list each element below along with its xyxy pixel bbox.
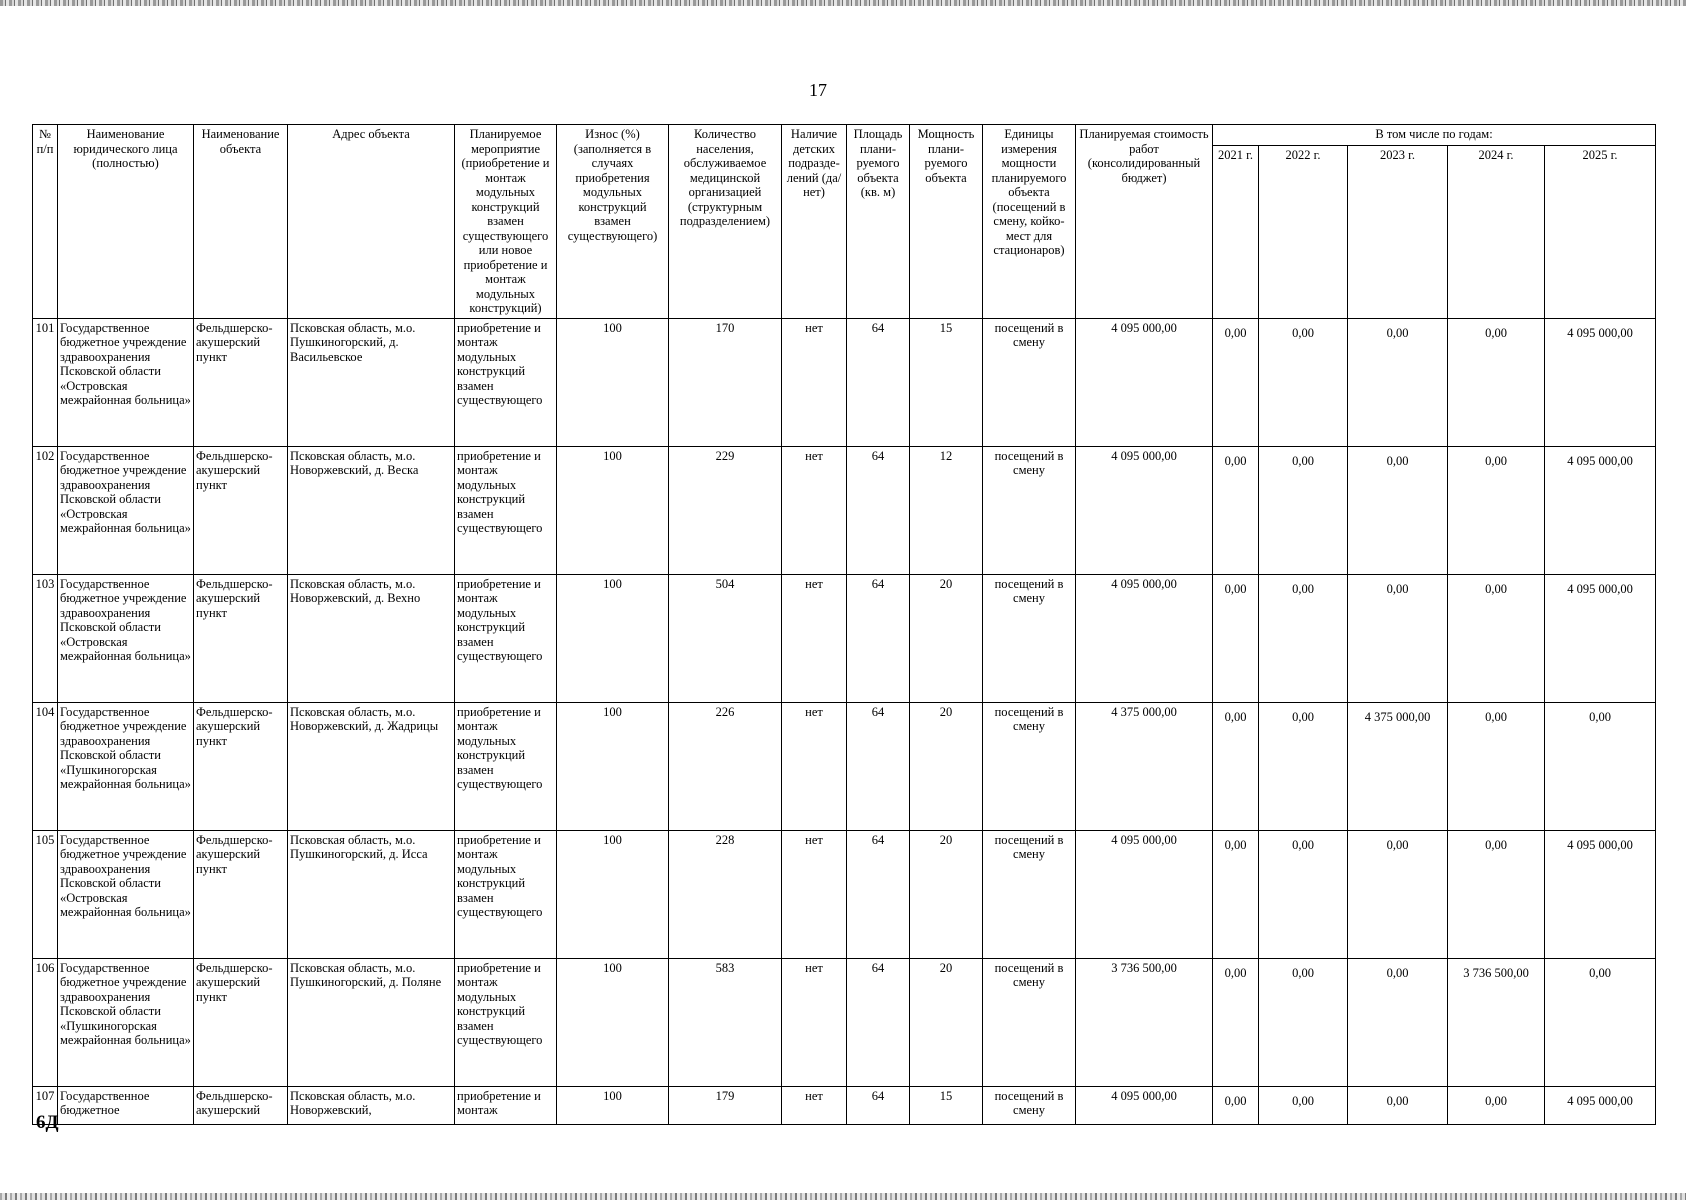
cell-year-2021: 0,00 xyxy=(1213,318,1259,446)
scan-edge-bottom xyxy=(0,1193,1686,1200)
header-capacity: Мощность плани-руемого объекта xyxy=(910,125,983,319)
cell-address: Псковская область, м.о. Пушкиногорский, д. Васильевское xyxy=(288,318,455,446)
cell-num: 101 xyxy=(33,318,58,446)
header-children: Наличие детских подразде-лений (да/нет) xyxy=(782,125,847,319)
cell-year-2023: 0,00 xyxy=(1348,574,1448,702)
cell-activity: приобретение и монтаж модульных конструкций взамен существующего xyxy=(455,702,557,830)
cell-year-2025: 4 095 000,00 xyxy=(1545,446,1656,574)
cell-year-2024: 0,00 xyxy=(1448,574,1545,702)
header-years-group: В том числе по годам: xyxy=(1213,125,1656,146)
cell-address: Псковская область, м.о. Пушкиногорский, д. Поляне xyxy=(288,958,455,1086)
cell-units: посещений в смену xyxy=(983,958,1076,1086)
cell-children: нет xyxy=(782,702,847,830)
cell-area: 64 xyxy=(847,446,910,574)
cell-capacity: 15 xyxy=(910,318,983,446)
cell-units: посещений в смену xyxy=(983,1086,1076,1124)
cell-year-2022: 0,00 xyxy=(1259,574,1348,702)
cell-year-2021: 0,00 xyxy=(1213,702,1259,830)
header-year-2021: 2021 г. xyxy=(1213,145,1259,318)
cell-wear: 100 xyxy=(557,830,669,958)
cell-wear: 100 xyxy=(557,1086,669,1124)
cell-year-2022: 0,00 xyxy=(1259,830,1348,958)
cell-num: 105 xyxy=(33,830,58,958)
cell-legal-name: Государственное бюджетное учреждение здравоохранения Псковской области «Островская межрайонная больница» xyxy=(58,446,194,574)
cell-object-name: Фельдшерско-акушерский пункт xyxy=(194,958,288,1086)
cell-object-name: Фельдшерско-акушерский пункт xyxy=(194,702,288,830)
footer-mark: 6Д xyxy=(36,1112,59,1133)
cell-year-2023: 0,00 xyxy=(1348,1086,1448,1124)
cell-year-2021: 0,00 xyxy=(1213,1086,1259,1124)
header-address: Адрес объекта xyxy=(288,125,455,319)
cell-wear: 100 xyxy=(557,574,669,702)
cell-year-2023: 0,00 xyxy=(1348,446,1448,574)
cell-year-2021: 0,00 xyxy=(1213,446,1259,574)
cell-legal-name: Государственное бюджетное xyxy=(58,1086,194,1124)
cell-population: 226 xyxy=(669,702,782,830)
header-year-2023: 2023 г. xyxy=(1348,145,1448,318)
header-population: Количество населения, обслуживаемое медицинской организацией (структурным подразделением) xyxy=(669,125,782,319)
cell-num: 102 xyxy=(33,446,58,574)
header-object-name: Наименование объекта xyxy=(194,125,288,319)
cell-year-2025: 4 095 000,00 xyxy=(1545,830,1656,958)
cell-year-2025: 4 095 000,00 xyxy=(1545,574,1656,702)
cell-year-2025: 4 095 000,00 xyxy=(1545,1086,1656,1124)
cell-year-2021: 0,00 xyxy=(1213,958,1259,1086)
header-year-2022: 2022 г. xyxy=(1259,145,1348,318)
cell-year-2024: 0,00 xyxy=(1448,702,1545,830)
table-row xyxy=(33,318,1656,446)
cell-year-2023: 0,00 xyxy=(1348,318,1448,446)
header-activity: Планируемое мероприятие (приобретение и монтаж модульных конструкций взамен существующего или новое приобретение и монтаж модульных конструкций) xyxy=(455,125,557,319)
cell-year-2022: 0,00 xyxy=(1259,1086,1348,1124)
cell-population: 583 xyxy=(669,958,782,1086)
cell-legal-name: Государственное бюджетное учреждение здравоохранения Псковской области «Пушкиногорская межрайонная больница» xyxy=(58,958,194,1086)
cell-activity: приобретение и монтаж модульных конструкций взамен существующего xyxy=(455,958,557,1086)
table-row xyxy=(33,830,1656,958)
cell-area: 64 xyxy=(847,318,910,446)
header-cost: Планируемая стоимость работ (консолидированный бюджет) xyxy=(1076,125,1213,319)
cell-children: нет xyxy=(782,830,847,958)
table-row xyxy=(33,958,1656,1086)
cell-capacity: 12 xyxy=(910,446,983,574)
header-units: Единицы измерения мощности планируемого объекта (посещений в смену, койко-мест для стационаров) xyxy=(983,125,1076,319)
cell-year-2024: 0,00 xyxy=(1448,318,1545,446)
cell-year-2021: 0,00 xyxy=(1213,574,1259,702)
cell-year-2024: 0,00 xyxy=(1448,830,1545,958)
cell-activity: приобретение и монтаж модульных конструкций взамен существующего xyxy=(455,446,557,574)
table-row xyxy=(33,574,1656,702)
cell-cost: 4 095 000,00 xyxy=(1076,318,1213,446)
cell-population: 228 xyxy=(669,830,782,958)
cell-year-2025: 4 095 000,00 xyxy=(1545,318,1656,446)
cell-children: нет xyxy=(782,318,847,446)
cell-year-2025: 0,00 xyxy=(1545,958,1656,1086)
cell-capacity: 20 xyxy=(910,574,983,702)
page-number: 17 xyxy=(809,80,827,100)
cell-object-name: Фельдшерско-акушерский пункт xyxy=(194,446,288,574)
cell-num: 103 xyxy=(33,574,58,702)
cell-population: 179 xyxy=(669,1086,782,1124)
cell-activity: приобретение и монтаж модульных конструкций взамен существующего xyxy=(455,318,557,446)
cell-units: посещений в смену xyxy=(983,830,1076,958)
funding-table xyxy=(32,124,1656,1125)
cell-capacity: 20 xyxy=(910,958,983,1086)
cell-year-2023: 0,00 xyxy=(1348,958,1448,1086)
cell-children: нет xyxy=(782,958,847,1086)
cell-year-2024: 0,00 xyxy=(1448,446,1545,574)
cell-cost: 4 095 000,00 xyxy=(1076,574,1213,702)
cell-year-2023: 0,00 xyxy=(1348,830,1448,958)
cell-object-name: Фельдшерско-акушерский пункт xyxy=(194,574,288,702)
cell-area: 64 xyxy=(847,574,910,702)
cell-year-2025: 0,00 xyxy=(1545,702,1656,830)
cell-year-2023: 4 375 000,00 xyxy=(1348,702,1448,830)
cell-cost: 3 736 500,00 xyxy=(1076,958,1213,1086)
cell-object-name: Фельдшерско-акушерский пункт xyxy=(194,830,288,958)
cell-legal-name: Государственное бюджетное учреждение здравоохранения Псковской области «Островская межрайонная больница» xyxy=(58,318,194,446)
cell-num: 104 xyxy=(33,702,58,830)
cell-children: нет xyxy=(782,574,847,702)
cell-capacity: 20 xyxy=(910,830,983,958)
table-row xyxy=(33,446,1656,574)
cell-year-2022: 0,00 xyxy=(1259,446,1348,574)
cell-cost: 4 095 000,00 xyxy=(1076,830,1213,958)
scan-edge-top xyxy=(0,0,1686,6)
cell-year-2024: 3 736 500,00 xyxy=(1448,958,1545,1086)
header-legal-name: Наименование юридического лица (полностью) xyxy=(58,125,194,319)
cell-legal-name: Государственное бюджетное учреждение здравоохранения Псковской области «Островская межрайонная больница» xyxy=(58,830,194,958)
cell-activity: приобретение и монтаж xyxy=(455,1086,557,1124)
cell-area: 64 xyxy=(847,702,910,830)
cell-year-2021: 0,00 xyxy=(1213,830,1259,958)
cell-num: 107 xyxy=(33,1086,58,1124)
cell-year-2024: 0,00 xyxy=(1448,1086,1545,1124)
cell-population: 229 xyxy=(669,446,782,574)
cell-cost: 4 375 000,00 xyxy=(1076,702,1213,830)
cell-units: посещений в смену xyxy=(983,574,1076,702)
cell-units: посещений в смену xyxy=(983,702,1076,830)
cell-units: посещений в смену xyxy=(983,446,1076,574)
cell-address: Псковская область, м.о. Пушкиногорский, д. Исса xyxy=(288,830,455,958)
table-row xyxy=(33,702,1656,830)
cell-object-name: Фельдшерско-акушерский xyxy=(194,1086,288,1124)
cell-activity: приобретение и монтаж модульных конструкций взамен существующего xyxy=(455,830,557,958)
cell-year-2022: 0,00 xyxy=(1259,958,1348,1086)
header-year-2025: 2025 г. xyxy=(1545,145,1656,318)
cell-legal-name: Государственное бюджетное учреждение здравоохранения Псковской области «Пушкиногорская межрайонная больница» xyxy=(58,702,194,830)
cell-cost: 4 095 000,00 xyxy=(1076,446,1213,574)
header-area: Площадь плани-руемого объекта (кв. м) xyxy=(847,125,910,319)
cell-address: Псковская область, м.о. Новоржевский, д. Веска xyxy=(288,446,455,574)
cell-num: 106 xyxy=(33,958,58,1086)
cell-activity: приобретение и монтаж модульных конструкций взамен существующего xyxy=(455,574,557,702)
cell-address: Псковская область, м.о. Новоржевский, xyxy=(288,1086,455,1124)
cell-wear: 100 xyxy=(557,958,669,1086)
cell-object-name: Фельдшерско-акушерский пункт xyxy=(194,318,288,446)
cell-capacity: 15 xyxy=(910,1086,983,1124)
table-header-row xyxy=(33,125,1656,146)
cell-children: нет xyxy=(782,1086,847,1124)
header-num: № п/п xyxy=(33,125,58,319)
cell-area: 64 xyxy=(847,958,910,1086)
cell-area: 64 xyxy=(847,1086,910,1124)
cell-cost: 4 095 000,00 xyxy=(1076,1086,1213,1124)
cell-wear: 100 xyxy=(557,702,669,830)
cell-population: 170 xyxy=(669,318,782,446)
cell-year-2022: 0,00 xyxy=(1259,318,1348,446)
header-wear: Износ (%) (заполняется в случаях приобретения модульных конструкций взамен существующего) xyxy=(557,125,669,319)
cell-area: 64 xyxy=(847,830,910,958)
cell-units: посещений в смену xyxy=(983,318,1076,446)
cell-population: 504 xyxy=(669,574,782,702)
cell-year-2022: 0,00 xyxy=(1259,702,1348,830)
table-body xyxy=(33,318,1656,1124)
header-year-2024: 2024 г. xyxy=(1448,145,1545,318)
table-row xyxy=(33,1086,1656,1124)
cell-wear: 100 xyxy=(557,446,669,574)
cell-legal-name: Государственное бюджетное учреждение здравоохранения Псковской области «Островская межрайонная больница» xyxy=(58,574,194,702)
cell-wear: 100 xyxy=(557,318,669,446)
cell-capacity: 20 xyxy=(910,702,983,830)
cell-address: Псковская область, м.о. Новоржевский, д. Вехно xyxy=(288,574,455,702)
cell-children: нет xyxy=(782,446,847,574)
cell-address: Псковская область, м.о. Новоржевский, д. Жадрицы xyxy=(288,702,455,830)
